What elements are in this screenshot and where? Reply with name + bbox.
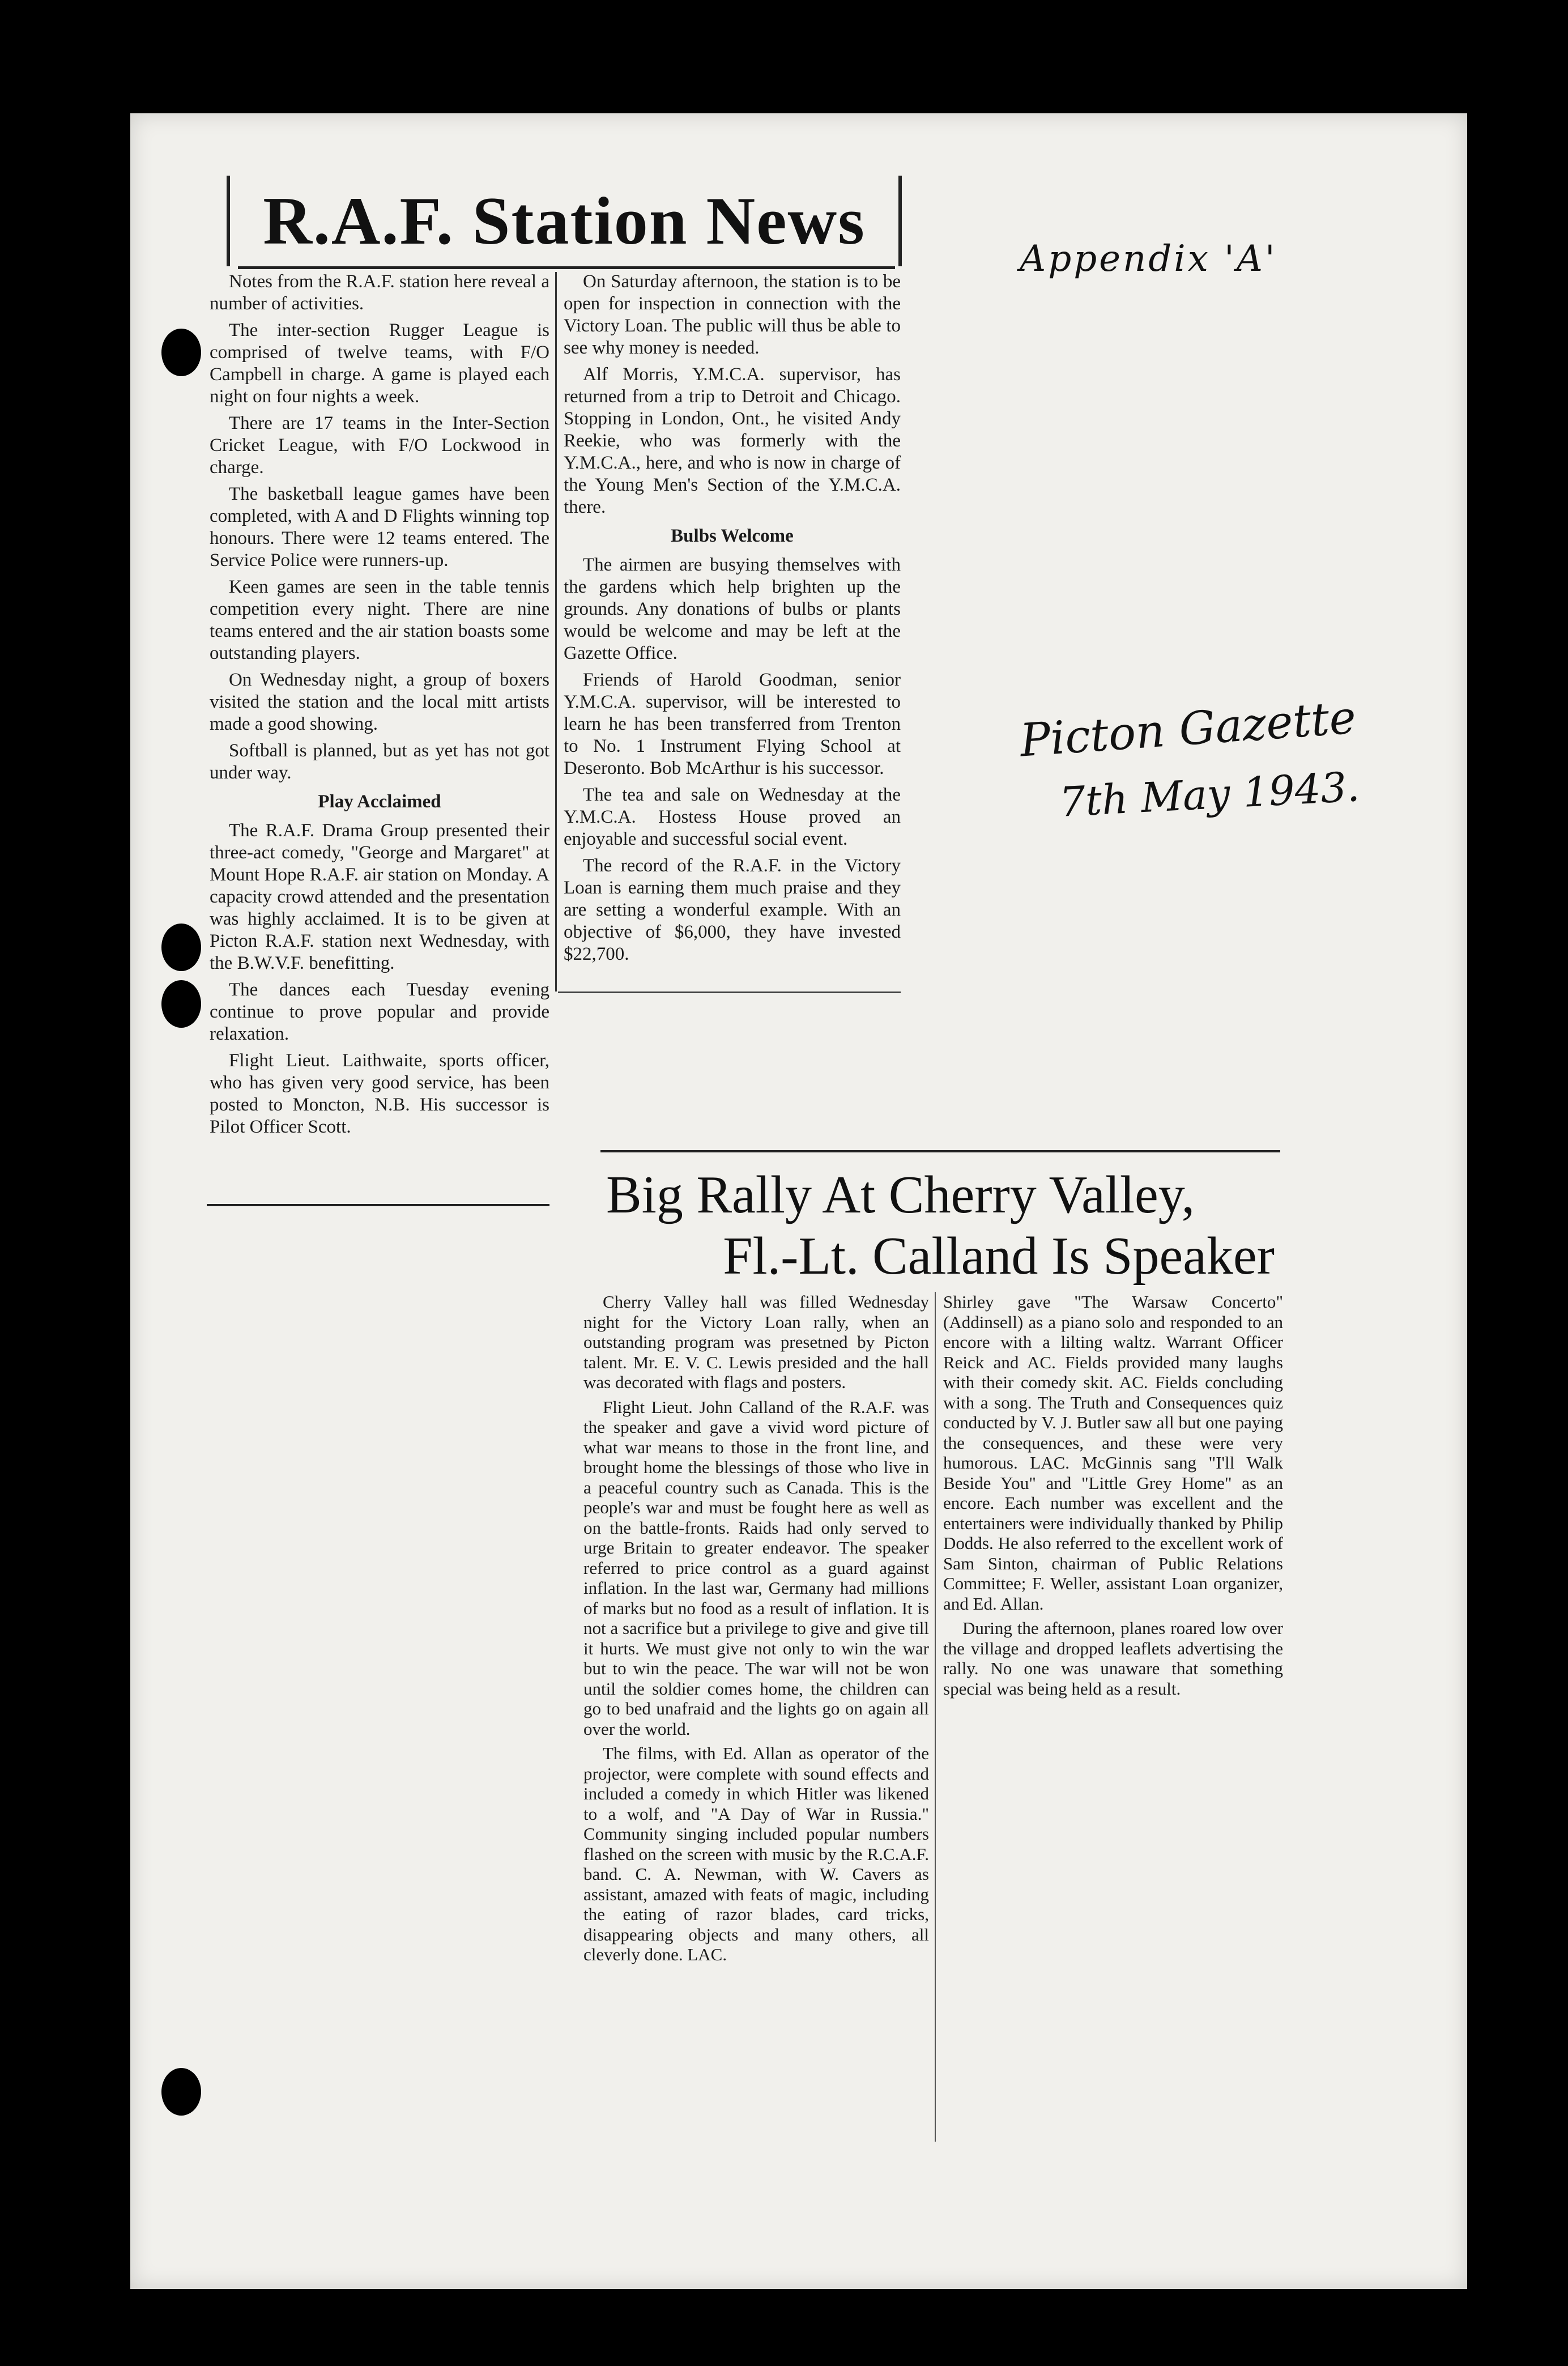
paragraph: The record of the R.A.F. in the Victory Loan is earning them much praise and they are setting a wonderful example. With an objective of $6,000, they have invested $22,700. xyxy=(564,856,901,964)
rally-title-rule xyxy=(600,1150,1280,1152)
paragraph: Cherry Valley hall was filled Wednesday night for the Victory Loan rally, when an outstanding program was presetned by Picton talent. Mr. E. V. C. Lewis presided and the hall was decorated with flags and posters. xyxy=(583,1292,929,1392)
punch-hole xyxy=(161,980,201,1028)
paragraph: On Saturday afternoon, the station is to be open for inspection in connection with the Victory Loan. The public will thus be able to see why money is needed. xyxy=(564,271,901,358)
rally-column-2 xyxy=(943,1292,1283,1703)
paragraph: Notes from the R.A.F. station here reveal a number of activities. xyxy=(210,271,549,314)
raf-end-rule xyxy=(558,991,901,993)
paragraph: Softball is planned, but as yet has not got under way. xyxy=(210,741,549,783)
paragraph: On Wednesday night, a group of boxers visited the station and the local mitt artists made a good showing. xyxy=(210,670,549,734)
paragraph: The R.A.F. Drama Group presented their three-act comedy, "George and Margaret" at Mount Hope R.A.F. air station on Monday. A capacity crowd attended and the presentation was highly acclaimed. It is to be given at Picton R.A.F. station next Wednesday, with the B.W.V.F. benefitting. xyxy=(210,820,549,973)
subheading: Play Acclaimed xyxy=(318,791,441,812)
raf-title-box xyxy=(227,176,902,266)
raf-end-rule xyxy=(207,1204,549,1206)
raf-title-rule xyxy=(238,266,895,269)
paragraph: There are 17 teams in the Inter-Section Cricket League, with F/O Lockwood in charge. xyxy=(210,413,549,478)
paragraph: Flight Lieut. Laithwaite, sports officer, who has given very good service, has been posted to Moncton, N.B. His successor is Pilot Officer Scott. xyxy=(210,1050,549,1137)
paragraph: Flight Lieut. John Calland of the R.A.F. was the speaker and gave a vivid word picture of what war means to those in the front line, and brought home the blessings of those who live in a peaceful country such as Canada. This is the people's war and must be fought here as well as on the battle-fronts. Raids had only served to urge Britain to greater endeavor. The speaker referred to price control as a guard against inflation. In the last war, Germany had millions of marks but no food as a result of inflation. It is not a sacrifice but a privilege to give and give till it hurts. We must give not only to win the war but to win the peace. The war will not be won until the soldier comes home, the children can go to bed unafraid and the lights go on again all over the world. xyxy=(583,1397,929,1739)
punch-hole xyxy=(161,329,201,376)
paragraph: The films, with Ed. Allan as operator of the projector, were complete with sound effects and included a comedy in which Hitler was likened to a wolf, and "A Day of War in Russia." Community singing included popular numbers flashed on the screen with music by the R.C.A.F. band. C. A. Newman, with W. Cavers as assistant, amazed with feats of magic, including the eating of razor blades, card tricks, disappearing objects and many others, all cleverly done. LAC. xyxy=(583,1743,929,1964)
subheading: Bulbs Welcome xyxy=(671,526,794,546)
paragraph: The dances each Tuesday evening continue to prove popular and provide relaxation. xyxy=(210,980,549,1044)
punch-hole xyxy=(161,924,201,971)
appendix-annotation: Appendix 'A' xyxy=(1020,238,1277,280)
paragraph: Shirley gave "The Warsaw Concerto" (Addinsell) as a piano solo and responded to an encore with a lilting waltz. Warrant Officer Reick and AC. Fields provided many laughs with their comedy skit. AC. Fields concluding with a song. The Truth and Consequences quiz conducted by V. J. Butler saw all but one paying the consequences, and these were very humorous. LAC. McGinnis sang "I'll Walk Beside You" and "Little Grey Home" as an encore. Each number was excellent and the entertainers were individually thanked by Philip Dodds. He also referred to the excellent work of Sam Sinton, chairman of Public Relations Committee; F. Weller, assistant Loan organizer, and Ed. Allan. xyxy=(943,1292,1283,1614)
rally-title-line-1: Big Rally At Cherry Valley, xyxy=(606,1165,1195,1224)
source-annotation: Picton Gazette xyxy=(1018,691,1358,767)
column-divider xyxy=(935,1292,936,2142)
punch-hole xyxy=(161,2068,201,2116)
rally-column-1 xyxy=(583,1292,929,1969)
rally-article-title xyxy=(600,1164,1280,1287)
paragraph: The basketball league games have been completed, with A and D Flights winning top honours. There were 12 teams entered. The Service Police were runners-up. xyxy=(210,484,549,571)
column-divider xyxy=(555,272,557,991)
raf-article-title: R.A.F. Station News xyxy=(263,183,866,258)
rally-title-line-2: Fl.-Lt. Calland Is Speaker xyxy=(723,1227,1275,1286)
paragraph: The inter-section Rugger League is comprised of twelve teams, with F/O Campbell in charge. A game is played each night on four nights a week. xyxy=(210,320,549,407)
paragraph: During the afternoon, planes roared low over the village and dropped leaflets advertising the rally. No one was unaware that something special was being held as a result. xyxy=(943,1618,1283,1699)
paragraph: The tea and sale on Wednesday at the Y.M.C.A. Hostess House proved an enjoyable and successful social event. xyxy=(564,785,901,849)
raf-column-1 xyxy=(210,271,549,1143)
paragraph: Alf Morris, Y.M.C.A. supervisor, has returned from a trip to Detroit and Chicago. Stopping in London, Ont., he visited Andy Reekie, who was formerly with the Y.M.C.A., here, and who is now in charge of the Young Men's Section of the Y.M.C.A. there. xyxy=(564,364,901,517)
paragraph: The airmen are busying themselves with the gardens which help brighten up the grounds. Any donations of bulbs or plants would be welcome and may be left at the Gazette Office. xyxy=(564,555,901,663)
paragraph: Friends of Harold Goodman, senior Y.M.C.A. supervisor, will be interested to learn he has been transferred from Trenton to No. 1 Instrument Flying School at Deseronto. Bob McArthur is his successor. xyxy=(564,670,901,778)
paragraph: Keen games are seen in the table tennis competition every night. There are nine teams entered and the air station boasts some outstanding players. xyxy=(210,577,549,663)
date-annotation: 7th May 1943. xyxy=(1058,763,1361,826)
raf-column-2 xyxy=(564,271,901,970)
